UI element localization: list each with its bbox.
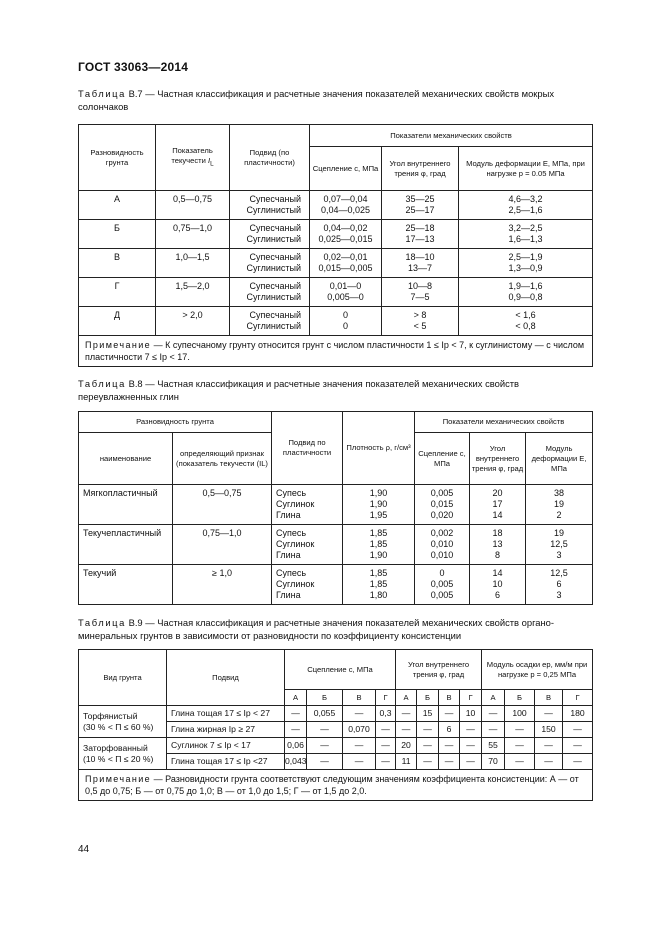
cell-type: Б <box>79 220 156 249</box>
table-note-row <box>79 770 593 801</box>
cell-value: — <box>505 738 535 754</box>
caption-text: В.9 — Частная классификация и расчетные значения показателей механических свойств органо-минеральных грунтов в зависимости от разновидности по коэффициенту консистенции <box>78 617 555 641</box>
cell-sub: Супесь <box>276 568 307 578</box>
cell-f: 13 <box>492 539 503 549</box>
cell-e: 2 <box>556 510 562 520</box>
cell-type: Д <box>79 307 156 336</box>
table-b9-note <box>79 770 593 801</box>
header-letter: Б <box>307 690 343 706</box>
header-modulus: Модуль деформации E, МПа, при нагрузке p = 0.05 МПа <box>459 147 593 191</box>
cell-sign: 0,75—1,0 <box>173 525 272 565</box>
table-row <box>79 191 593 220</box>
cell-il: > 2,0 <box>156 307 230 336</box>
table-row <box>79 249 593 278</box>
cell-f2: 7—5 <box>410 292 430 302</box>
cell-value: — <box>376 738 396 754</box>
caption-text: В.8 — Частная классификация и расчетные значения показателей механических свойств переувлажненных глин <box>78 378 520 402</box>
table-row <box>79 565 593 605</box>
note-text: — Разновидности грунта соответствуют следующим значениям коэффициента консистенции: А — от 0,5 до 0,75; Б — от 0,75 до 1,0; В — от 1,0 до 1,5; Г — от 1,5 до 2,0. <box>85 774 579 796</box>
cell-c: 0,020 <box>430 510 454 520</box>
cell-sub: Глина <box>276 550 301 560</box>
cell-value: — <box>307 722 343 738</box>
cell-e: 3 <box>556 550 562 560</box>
header-cohesion: Сцепление c, МПа <box>310 147 382 191</box>
cell-rho: 1,85 <box>369 539 388 549</box>
cell-sub: Суглинок <box>276 499 315 509</box>
cell-sub2: Суглинистый <box>246 292 301 302</box>
cell-value: 0,070 <box>343 722 376 738</box>
cell-e1: 4,6—3,2 <box>508 194 543 204</box>
table-row <box>79 220 593 249</box>
cell-e1: 1,9—1,6 <box>508 281 543 291</box>
cell-e: 12,5 <box>550 568 568 578</box>
cell-value: — <box>460 722 482 738</box>
cell-sign: 0,5—0,75 <box>173 485 272 525</box>
cell-sub: Глина <box>276 510 301 520</box>
cell-name: Текучий <box>79 565 173 605</box>
cell-c: 0,010 <box>430 550 454 560</box>
cell-il: 0,75—1,0 <box>156 220 230 249</box>
cell-rho: 1,90 <box>369 550 388 560</box>
header-letter: Г <box>376 690 396 706</box>
cell-sub1: Супесчаный <box>249 252 301 262</box>
cell-value: — <box>535 754 563 770</box>
cell-c2: 0,015—0,005 <box>318 263 373 273</box>
cell-value: 0,3 <box>376 706 396 722</box>
header-settlement: Модуль осадки ep, мм/м при нагрузке p = 0,25 МПа <box>482 650 593 690</box>
cell-f: 8 <box>495 550 501 560</box>
table-b7-note <box>79 336 593 367</box>
table-row <box>79 706 593 722</box>
cell-value: — <box>535 738 563 754</box>
table-row <box>79 525 593 565</box>
cell-value: 55 <box>482 738 505 754</box>
header-density: Плотность ρ, г/см³ <box>343 412 415 485</box>
cell-e2: 2,5—1,6 <box>508 205 543 215</box>
cell-value: 150 <box>535 722 563 738</box>
header-mech-group: Показатели механических свойств <box>415 412 593 433</box>
cell-value: 20 <box>396 738 417 754</box>
cell-value: — <box>460 754 482 770</box>
cell-c: 0,015 <box>430 499 454 509</box>
cell-c: 0,005 <box>430 579 454 589</box>
header-subtype: Подвид по пластичности <box>272 412 343 485</box>
cell-type: Г <box>79 278 156 307</box>
header-mech-group: Показатели механических свойств <box>310 125 593 147</box>
header-friction: Угол внутреннего трения φ, град <box>470 433 526 485</box>
cell-value: — <box>396 722 417 738</box>
cell-value: 0,043 <box>285 754 307 770</box>
cell-sign: ≥ 1,0 <box>173 565 272 605</box>
cell-f2: 25—17 <box>405 205 435 215</box>
header-cohesion: Сцепление c, МПа <box>285 650 396 690</box>
cell-value: — <box>307 754 343 770</box>
cell-value: — <box>563 722 593 738</box>
header-letter: В <box>343 690 376 706</box>
cell-sub: Суглинок 7 ≤ Ip < 17 <box>167 738 285 754</box>
cell-sub: Глина <box>276 590 301 600</box>
group-range: (10 % < П ≤ 20 %) <box>83 753 154 764</box>
cell-value: — <box>439 738 460 754</box>
cell-sub: Суглинок <box>276 579 315 589</box>
cell-rho: 1,80 <box>369 590 388 600</box>
cell-e1: 3,2—2,5 <box>508 223 543 233</box>
cell-f1: > 8 <box>413 310 427 320</box>
caption-text: В.7 — Частная классификация и расчетные значения показателей механических свойств мокрых солончаков <box>78 88 555 112</box>
cell-e2: 0,9—0,8 <box>508 292 543 302</box>
cell-sub1: Супесчаный <box>249 194 301 204</box>
cell-value: 0,055 <box>307 706 343 722</box>
cell-value: — <box>460 738 482 754</box>
cell-sub: Глина тощая 17 ≤ Ip < 27 <box>167 706 285 722</box>
cell-value: 6 <box>439 722 460 738</box>
cell-c: 0,002 <box>430 528 454 538</box>
header-subtype: Подвид <box>167 650 285 706</box>
cell-value: 70 <box>482 754 505 770</box>
header-soil-group: Разновидность грунта <box>79 412 272 433</box>
header-letter: Б <box>505 690 535 706</box>
cell-c1: 0 <box>342 310 348 320</box>
cell-f2: 17—13 <box>405 234 435 244</box>
cell-value: — <box>285 722 307 738</box>
header-letter: А <box>285 690 307 706</box>
table-b8 <box>78 411 593 605</box>
cell-value: 0,06 <box>285 738 307 754</box>
cell-f2: < 5 <box>413 321 427 331</box>
cell-sub: Супесь <box>276 528 307 538</box>
header-cohesion: Сцепление с, МПа <box>415 433 470 485</box>
header-letter: В <box>439 690 460 706</box>
header-letter: Б <box>417 690 439 706</box>
cell-value: — <box>563 754 593 770</box>
table-row <box>79 307 593 336</box>
table-b8-caption <box>78 378 592 403</box>
cell-value: 180 <box>563 706 593 722</box>
cell-sub1: Супесчаный <box>249 281 301 291</box>
cell-sub1: Супесчаный <box>249 310 301 320</box>
header-sign: определяющий признак (показатель текучести (IL) <box>173 433 272 485</box>
table-row <box>79 738 593 754</box>
note-label: Примечание <box>85 340 152 350</box>
caption-label: Таблица <box>78 88 126 99</box>
header-letter: А <box>482 690 505 706</box>
cell-name: Текучепластичный <box>79 525 173 565</box>
caption-label: Таблица <box>78 617 126 628</box>
cell-value: — <box>439 754 460 770</box>
cell-sub: Глина жирная Ip ≥ 27 <box>167 722 285 738</box>
cell-il: 1,0—1,5 <box>156 249 230 278</box>
cell-value: — <box>307 738 343 754</box>
caption-label: Таблица <box>78 378 126 389</box>
cell-c2: 0,005—0 <box>327 292 364 302</box>
header-fluidity <box>156 125 230 191</box>
table-b9 <box>78 649 593 801</box>
cell-rho: 1,85 <box>369 528 388 538</box>
cell-name: Мягкопластичный <box>79 485 173 525</box>
header-friction: Угол внутреннего трения φ, град <box>382 147 459 191</box>
cell-f2: 13—7 <box>407 263 433 273</box>
cell-type: А <box>79 191 156 220</box>
cell-rho: 1,90 <box>369 488 388 498</box>
cell-c2: 0,025—0,015 <box>318 234 373 244</box>
header-letter: В <box>535 690 563 706</box>
cell-c2: 0,04—0,025 <box>320 205 371 215</box>
cell-f: 6 <box>495 590 501 600</box>
table-row <box>79 278 593 307</box>
cell-type: В <box>79 249 156 278</box>
cell-sub: Супесь <box>276 488 307 498</box>
cell-f1: 35—25 <box>405 194 435 204</box>
table-b7-caption <box>78 88 592 113</box>
cell-f: 20 <box>492 488 503 498</box>
cell-e: 19 <box>554 499 565 509</box>
cell-il: 1,5—2,0 <box>156 278 230 307</box>
cell-value: — <box>563 738 593 754</box>
cell-c2: 0 <box>342 321 348 331</box>
cell-value: 100 <box>505 706 535 722</box>
group-name: Торфянистый <box>83 710 138 721</box>
cell-value: 11 <box>396 754 417 770</box>
cell-f: 10 <box>492 579 503 589</box>
cell-value: — <box>343 738 376 754</box>
header-name: наименование <box>79 433 173 485</box>
cell-value: — <box>482 706 505 722</box>
cell-e: 6 <box>556 579 562 589</box>
header-fluidity-sub: L <box>210 160 214 168</box>
cell-value: — <box>396 706 417 722</box>
cell-e2: 1,3—0,9 <box>508 263 543 273</box>
cell-f: 17 <box>492 499 503 509</box>
cell-value: — <box>505 722 535 738</box>
note-label: Примечание <box>85 774 152 784</box>
cell-e2: 1,6—1,3 <box>508 234 543 244</box>
cell-f1: 18—10 <box>405 252 435 262</box>
cell-f: 14 <box>492 568 503 578</box>
cell-rho: 1,90 <box>369 499 388 509</box>
cell-sub2: Суглинистый <box>246 321 301 331</box>
cell-e1: 2,5—1,9 <box>508 252 543 262</box>
cell-sub2: Суглинистый <box>246 205 301 215</box>
cell-e1: < 1,6 <box>515 310 536 320</box>
header-soil-type: Вид грунта <box>79 650 167 706</box>
cell-sub2: Суглинистый <box>246 234 301 244</box>
cell-value: — <box>535 706 563 722</box>
cell-rho: 1,85 <box>369 579 388 589</box>
page-number: 44 <box>78 844 90 855</box>
header-friction: Угол внутреннего трения φ, град <box>396 650 482 690</box>
cell-value: — <box>417 738 439 754</box>
cell-c1: 0,07—0,04 <box>323 194 368 204</box>
cell-value: — <box>376 722 396 738</box>
header-letter: Г <box>460 690 482 706</box>
header-letter: А <box>396 690 417 706</box>
cell-e2: < 0,8 <box>515 321 536 331</box>
table-b9-caption <box>78 617 592 642</box>
cell-e: 38 <box>554 488 565 498</box>
cell-value: — <box>417 754 439 770</box>
cell-rho: 1,85 <box>369 568 388 578</box>
cell-c: 0,005 <box>430 590 454 600</box>
cell-value: — <box>343 754 376 770</box>
cell-sub1: Супесчаный <box>249 223 301 233</box>
cell-value: — <box>482 722 505 738</box>
cell-c: 0,010 <box>430 539 454 549</box>
cell-value: — <box>439 706 460 722</box>
header-fluidity-symbol: I <box>208 155 211 165</box>
cell-value: 10 <box>460 706 482 722</box>
cell-value: — <box>505 754 535 770</box>
cell-value: — <box>417 722 439 738</box>
cell-sub2: Суглинистый <box>246 263 301 273</box>
table-b7 <box>78 124 593 367</box>
document-header: ГОСТ 33063—2014 <box>78 60 189 74</box>
group-name: Заторфованный <box>83 742 148 753</box>
table-note-row <box>79 336 593 367</box>
note-text: — К супесчаному грунту относится грунт с числом пластичности 1 ≤ Ip < 7, к суглинистому — с числом пластичности 7 ≤ Ip < 17. <box>85 340 585 362</box>
cell-c: 0 <box>439 568 445 578</box>
cell-f: 18 <box>492 528 503 538</box>
cell-c1: 0,02—0,01 <box>323 252 368 262</box>
cell-value: — <box>285 706 307 722</box>
header-subtype: Подвид (по пластичности) <box>230 125 310 191</box>
header-letter: Г <box>563 690 593 706</box>
cell-c1: 0,04—0,02 <box>323 223 368 233</box>
table-row <box>79 485 593 525</box>
cell-e: 12,5 <box>550 539 568 549</box>
header-modulus: Модуль деформации E, МПа <box>526 433 593 485</box>
cell-sub: Суглинок <box>276 539 315 549</box>
cell-value: — <box>376 754 396 770</box>
cell-sub: Глина тощая 17 ≤ Ip <27 <box>167 754 285 770</box>
cell-rho: 1,95 <box>369 510 388 520</box>
cell-e: 3 <box>556 590 562 600</box>
cell-f1: 10—8 <box>407 281 433 291</box>
cell-c: 0,005 <box>430 488 454 498</box>
cell-il: 0,5—0,75 <box>156 191 230 220</box>
cell-value: 15 <box>417 706 439 722</box>
cell-value: — <box>343 706 376 722</box>
cell-e: 19 <box>554 528 565 538</box>
header-soil-type: Разновидность грунта <box>79 125 156 191</box>
group-range: (30 % < П ≤ 60 %) <box>83 721 154 732</box>
cell-f: 14 <box>492 510 503 520</box>
cell-c1: 0,01—0 <box>329 281 362 291</box>
cell-f1: 25—18 <box>405 223 435 233</box>
header-fluidity-label: Показатель текучести <box>171 145 213 165</box>
